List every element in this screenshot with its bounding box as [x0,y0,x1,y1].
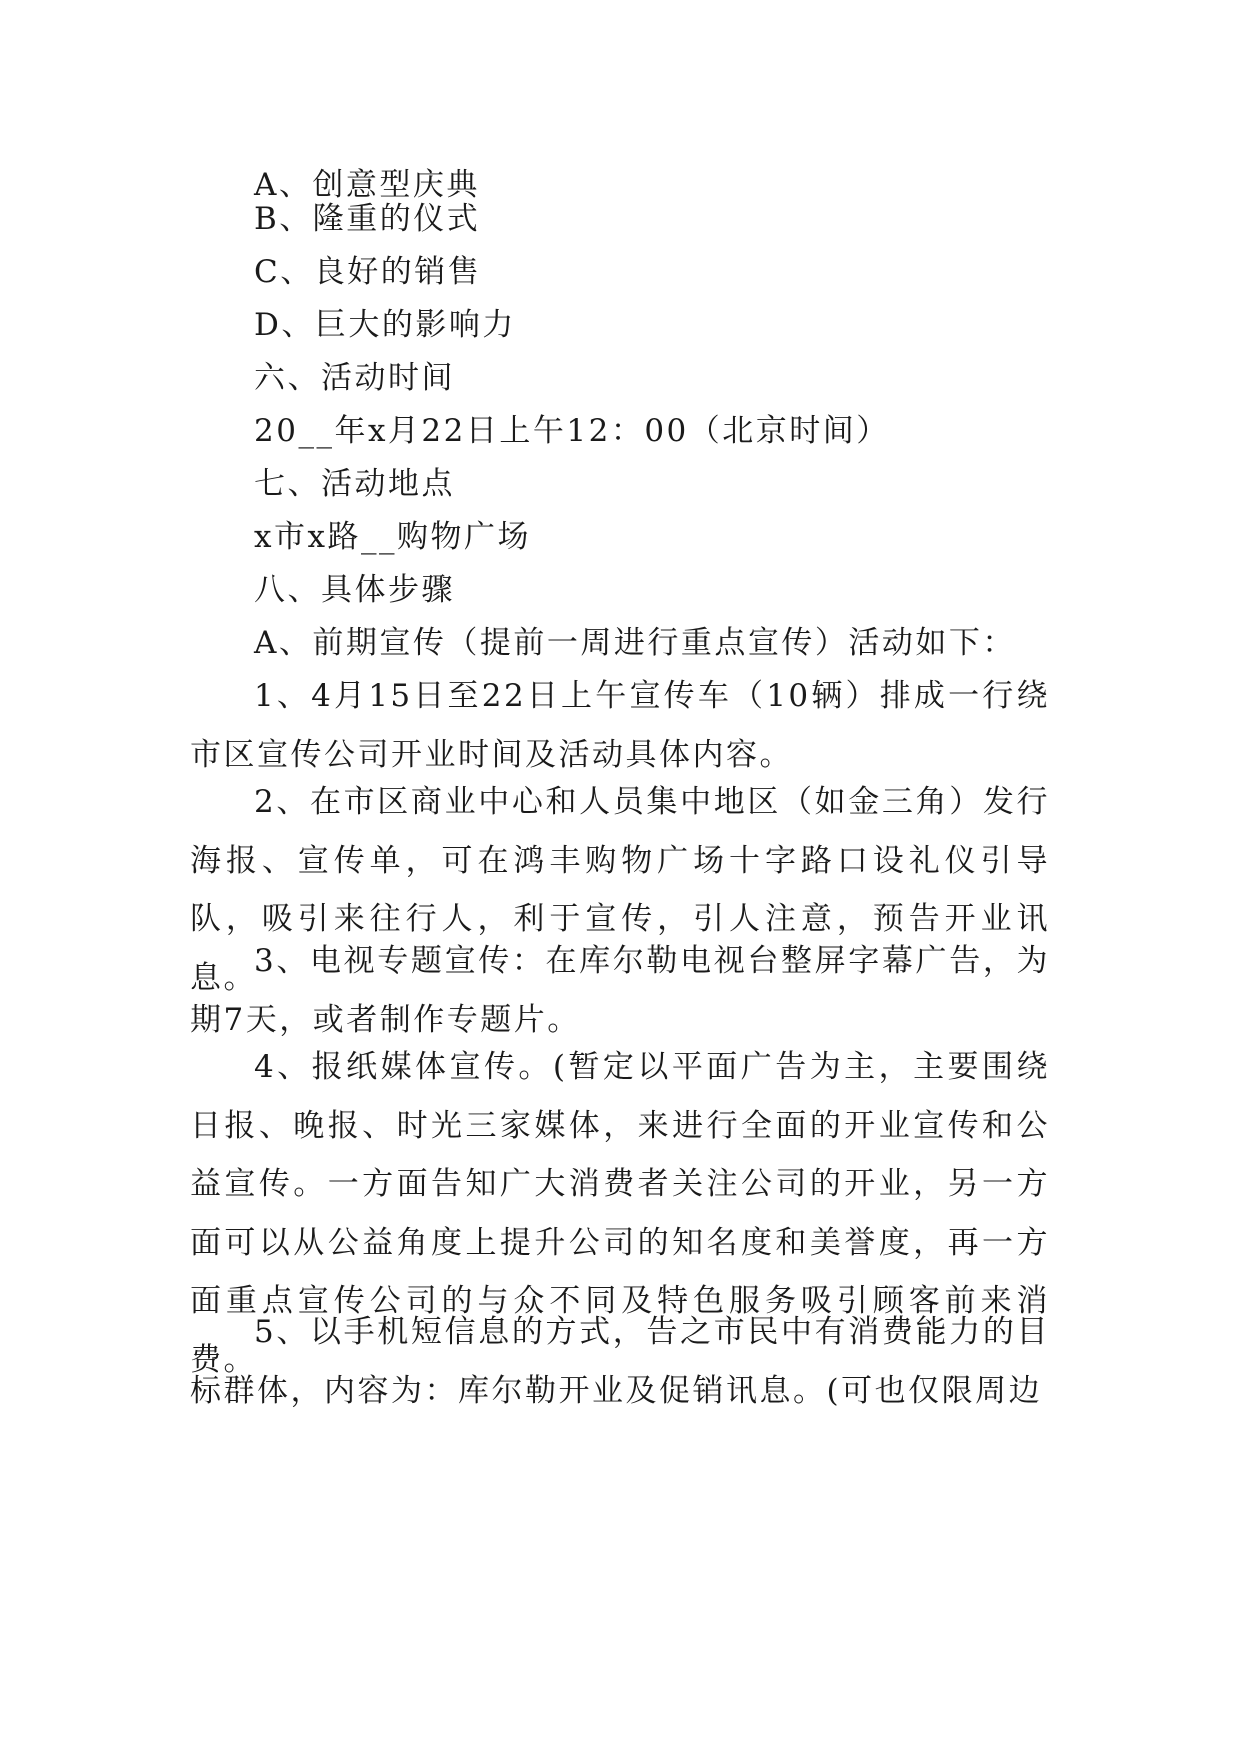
item-4-newspaper-promotion: 4、报纸媒体宣传。(暂定以平面广告为主，主要围绕日报、晚报、时光三家媒体，来进行全面的开业宣传和公益宣传。一方面告知广大消费者关注公司的开业，另一方面可以从公益角度上提升公司的知名度和美誉度，再一方面重点宣传公司的与众不同及特色服务吸引顾客前来消费。 [190,1049,1050,1378]
item-3-tv-promotion: 3、电视专题宣传：在库尔勒电视台整屏字幕广告，为期7天，或者制作专题片。 [190,943,1050,1038]
step-a-early-promotion: A、前期宣传（提前一周进行重点宣传）活动如下： [254,625,1016,661]
option-a-creative-celebration: A、创意型庆典 [254,167,480,203]
section-heading-activity-location: 七、活动地点 [254,466,455,502]
option-c-good-sales: C、良好的销售 [254,254,482,290]
item-2-posters-flyers: 2、在市区商业中心和人员集中地区（如金三角）发行海报、宣传单，可在鸿丰购物广场十字路口设礼仪引导队，吸引来往行人，利于宣传，引人注意，预告开业讯息。 [190,784,1050,996]
item-5-sms-promotion: 5、以手机短信息的方式，告之市民中有消费能力的目标群体，内容为：库尔勒开业及促销讯息。(可也仅限周边 [190,1314,1050,1409]
option-b-grand-ceremony: B、隆重的仪式 [254,201,481,237]
item-1-promotion-vehicles: 1、4月15日至22日上午宣传车（10辆）排成一行绕市区宣传公司开业时间及活动具体内容。 [190,678,1050,773]
activity-time-value: 20__年x月22日上午12：00（北京时间） [254,413,890,449]
option-d-great-influence: D、巨大的影响力 [254,307,516,343]
section-heading-activity-time: 六、活动时间 [254,360,455,396]
activity-location-value: x市x路__购物广场 [254,519,531,555]
section-heading-specific-steps: 八、具体步骤 [254,572,455,608]
